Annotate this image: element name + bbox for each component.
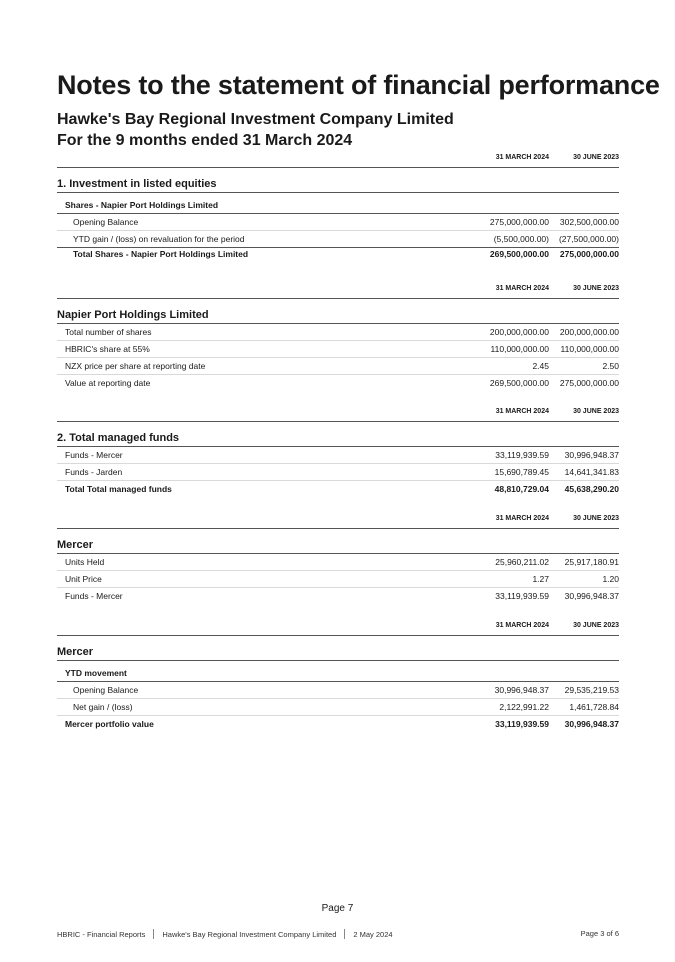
row-value-current: 200,000,000.00 bbox=[489, 327, 549, 337]
row-value-current: 2.45 bbox=[532, 361, 549, 371]
section-title: 2. Total managed funds bbox=[57, 422, 619, 447]
row-label: Opening Balance bbox=[73, 685, 139, 695]
row-value-prior: 45,638,290.20 bbox=[564, 484, 619, 494]
section-mercer-movement bbox=[57, 620, 619, 732]
row-value-current: 25,960,211.02 bbox=[495, 557, 549, 567]
column-header bbox=[57, 406, 619, 421]
footer-company: Hawke's Bay Regional Investment Company Limited bbox=[162, 929, 337, 939]
table-row bbox=[57, 571, 619, 588]
row-label: Total number of shares bbox=[65, 327, 152, 337]
row-label: Unit Price bbox=[65, 574, 102, 584]
row-label: Mercer portfolio value bbox=[65, 719, 154, 729]
column-header-prior: 30 JUNE 2023 bbox=[573, 285, 619, 292]
row-label: Funds - Jarden bbox=[65, 467, 123, 477]
row-value-current: 48,810,729.04 bbox=[494, 484, 549, 494]
column-header bbox=[57, 620, 619, 635]
column-header-prior: 30 JUNE 2023 bbox=[573, 154, 619, 161]
row-value-prior: 30,996,948.37 bbox=[564, 719, 619, 729]
row-value-prior: 29,535,219.53 bbox=[564, 685, 619, 695]
section-title: Mercer bbox=[57, 636, 619, 661]
section-managed-funds bbox=[57, 406, 619, 497]
group-header bbox=[57, 665, 619, 682]
group-label: YTD movement bbox=[65, 668, 127, 678]
table-row bbox=[57, 375, 619, 391]
column-header-current: 31 MARCH 2024 bbox=[495, 515, 549, 522]
row-value-current: (5,500,000.00) bbox=[493, 234, 549, 244]
row-label: Total Shares - Napier Port Holdings Limited bbox=[73, 249, 249, 259]
row-label: Funds - Mercer bbox=[65, 591, 123, 601]
row-value-current: 110,000,000.00 bbox=[490, 344, 549, 354]
column-header bbox=[57, 283, 619, 298]
section-title: Napier Port Holdings Limited bbox=[57, 299, 619, 324]
table-row bbox=[57, 324, 619, 341]
page-title: Notes to the statement of financial performance bbox=[57, 70, 660, 100]
row-value-prior: (27,500,000.00) bbox=[558, 234, 619, 244]
column-header-current: 31 MARCH 2024 bbox=[495, 285, 549, 292]
column-header-current: 31 MARCH 2024 bbox=[495, 408, 549, 415]
row-value-prior: 1,461,728.84 bbox=[569, 702, 619, 712]
table-row bbox=[57, 464, 619, 481]
row-value-current: 33,119,939.59 bbox=[495, 591, 549, 601]
page-number: Page 7 bbox=[321, 903, 354, 914]
row-value-prior: 14,641,341.83 bbox=[564, 467, 619, 477]
group-label: Shares - Napier Port Holdings Limited bbox=[65, 200, 219, 210]
column-header-current: 31 MARCH 2024 bbox=[495, 622, 549, 629]
table-row bbox=[57, 699, 619, 716]
footer-separator bbox=[153, 929, 154, 939]
footer-page-count: Page 3 of 6 bbox=[580, 929, 619, 938]
table-row bbox=[57, 447, 619, 464]
footer-report-name: HBRIC - Financial Reports bbox=[57, 929, 146, 939]
row-value-current: 269,500,000.00 bbox=[489, 378, 549, 388]
section-listed-equities bbox=[57, 152, 619, 261]
row-label: Funds - Mercer bbox=[65, 450, 123, 460]
table-row bbox=[57, 341, 619, 358]
row-value-prior: 200,000,000.00 bbox=[559, 327, 619, 337]
table-row bbox=[57, 554, 619, 571]
footer-date: 2 May 2024 bbox=[353, 929, 393, 939]
row-value-prior: 302,500,000.00 bbox=[559, 217, 619, 227]
row-label: YTD gain / (loss) on revaluation for the period bbox=[73, 234, 245, 244]
row-label: Total Total managed funds bbox=[65, 484, 172, 494]
row-value-current: 2,122,991.22 bbox=[499, 702, 549, 712]
row-label: Value at reporting date bbox=[65, 378, 151, 388]
row-label: Units Held bbox=[65, 557, 105, 567]
table-row bbox=[57, 214, 619, 231]
section-title: Mercer bbox=[57, 529, 619, 554]
table-row bbox=[57, 588, 619, 604]
row-value-current: 33,119,939.59 bbox=[495, 450, 549, 460]
column-header-prior: 30 JUNE 2023 bbox=[573, 622, 619, 629]
column-header bbox=[57, 152, 619, 167]
row-value-prior: 25,917,180.91 bbox=[564, 557, 619, 567]
section-mercer-units bbox=[57, 513, 619, 604]
footer-separator bbox=[344, 929, 345, 939]
row-value-current: 33,119,939.59 bbox=[495, 719, 549, 729]
row-value-prior: 275,000,000.00 bbox=[559, 249, 619, 259]
table-row bbox=[57, 231, 619, 247]
row-value-current: 1.27 bbox=[532, 574, 549, 584]
row-label: Net gain / (loss) bbox=[73, 702, 133, 712]
company-name: Hawke's Bay Regional Investment Company Limited bbox=[57, 111, 454, 128]
table-row bbox=[57, 358, 619, 375]
column-header-prior: 30 JUNE 2023 bbox=[573, 408, 619, 415]
row-label: NZX price per share at reporting date bbox=[65, 361, 206, 371]
row-value-current: 15,690,789.45 bbox=[494, 467, 549, 477]
total-row bbox=[57, 716, 619, 732]
column-header bbox=[57, 513, 619, 528]
column-header-prior: 30 JUNE 2023 bbox=[573, 515, 619, 522]
footer bbox=[57, 929, 619, 939]
row-value-prior: 2.50 bbox=[602, 361, 619, 371]
row-value-prior: 275,000,000.00 bbox=[559, 378, 619, 388]
period-label: For the 9 months ended 31 March 2024 bbox=[57, 132, 353, 149]
row-value-current: 269,500,000.00 bbox=[489, 249, 549, 259]
row-label: Opening Balance bbox=[73, 217, 139, 227]
row-value-prior: 30,996,948.37 bbox=[564, 591, 619, 601]
group-header bbox=[57, 197, 619, 214]
row-value-prior: 30,996,948.37 bbox=[564, 450, 619, 460]
row-value-current: 275,000,000.00 bbox=[489, 217, 549, 227]
total-row bbox=[57, 247, 619, 261]
table-row bbox=[57, 682, 619, 699]
column-header-current: 31 MARCH 2024 bbox=[495, 154, 549, 161]
row-value-prior: 110,000,000.00 bbox=[560, 344, 619, 354]
total-row bbox=[57, 481, 619, 497]
row-label: HBRIC's share at 55% bbox=[65, 344, 150, 354]
section-title: 1. Investment in listed equities bbox=[57, 168, 619, 193]
row-value-prior: 1.20 bbox=[602, 574, 619, 584]
section-napier-port bbox=[57, 283, 619, 391]
row-value-current: 30,996,948.37 bbox=[494, 685, 549, 695]
